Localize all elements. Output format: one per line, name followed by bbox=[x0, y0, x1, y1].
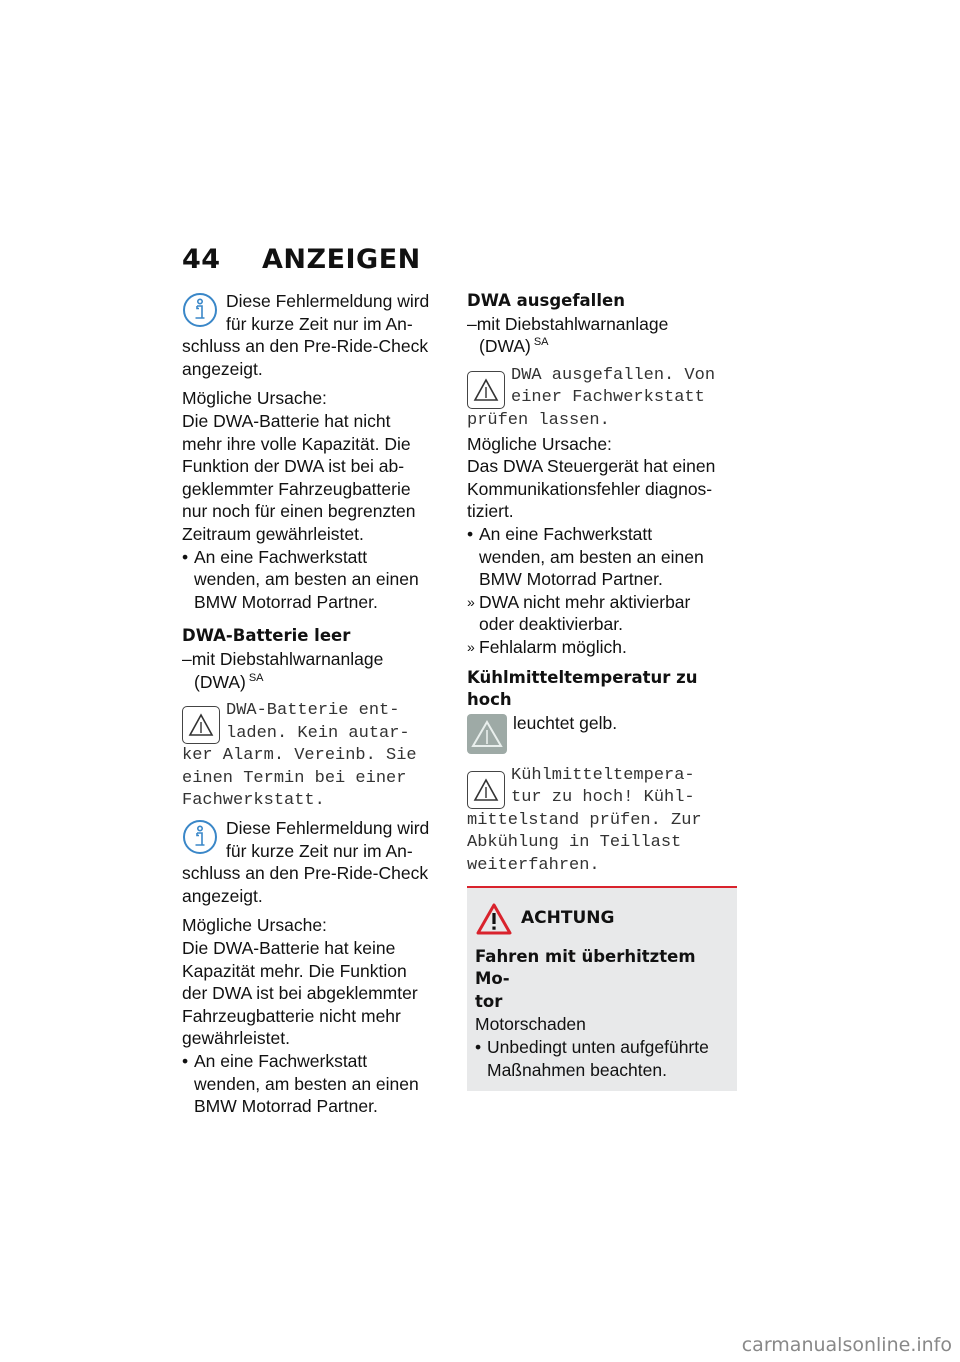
action-bullet bbox=[467, 523, 737, 591]
achtung-subheading: Fahren mit überhitztem Mo- bbox=[475, 946, 696, 989]
action-text-line: • An eine Fachwerkstatt bbox=[479, 523, 653, 544]
warning-triangle-icon bbox=[182, 706, 220, 744]
indicator-light-row bbox=[467, 712, 737, 758]
sa-superscript: SA bbox=[248, 671, 264, 684]
action-text-line: BMW Motorrad Partner. bbox=[194, 1096, 378, 1117]
info-text-line: für kurze Zeit nur im An- bbox=[226, 840, 413, 861]
warning-triangle-icon bbox=[467, 371, 505, 409]
info-text-line: schluss an den Pre-Ride-Check bbox=[182, 863, 429, 884]
action-text-line: wenden, am besten an einen bbox=[479, 546, 704, 567]
section-heading: DWA ausgefallen bbox=[467, 291, 625, 310]
result-item bbox=[467, 636, 737, 659]
result-item bbox=[467, 591, 737, 636]
cause-text-line: Kapazität mehr. Die Funktion bbox=[182, 960, 407, 981]
cause-text-line: gewährleistet. bbox=[182, 1028, 290, 1049]
result-text-line: Fehlalarm möglich. bbox=[479, 636, 627, 657]
result-marker: » bbox=[467, 593, 475, 610]
cause-text-line: nur noch für einen begrenzten bbox=[182, 501, 416, 522]
achtung-label: ACHTUNG bbox=[521, 908, 615, 929]
info-text-line: Diese Fehlermeldung wird bbox=[226, 818, 430, 839]
cause-text-line: der DWA ist bei abgeklemmter bbox=[182, 983, 418, 1004]
info-text-line: schluss an den Pre-Ride-Check bbox=[182, 336, 429, 357]
cause-text-line: Fahrzeugbatterie nicht mehr bbox=[182, 1005, 401, 1026]
warning-triangle-red-icon bbox=[475, 902, 513, 936]
cause-text-line: mehr ihre volle Kapazität. Die bbox=[182, 433, 411, 454]
condition-line bbox=[182, 671, 450, 694]
cause-text-line: Kommunikationsfehler diagnos- bbox=[467, 478, 713, 499]
action-bullet bbox=[182, 546, 450, 614]
yellow-warning-light-icon bbox=[467, 714, 507, 754]
display-text-line: DWA-Batterie ent- bbox=[226, 701, 400, 721]
info-note-1 bbox=[182, 290, 450, 380]
info-icon bbox=[182, 819, 218, 855]
condition-line bbox=[467, 335, 737, 358]
result-text-line: DWA nicht mehr aktivierbar bbox=[479, 591, 691, 612]
action-text-line: BMW Motorrad Partner. bbox=[479, 569, 663, 590]
section-heading: Kühlmitteltemperatur zu hoch bbox=[467, 667, 698, 710]
left-column bbox=[182, 290, 450, 1118]
display-text-line: prüfen lassen. bbox=[467, 410, 610, 430]
page-number: 44 bbox=[182, 244, 221, 275]
display-text-line: laden. Kein autar- bbox=[226, 723, 410, 743]
indicator-text: leuchtet gelb. bbox=[513, 712, 618, 733]
info-text-line: Diese Fehlermeldung wird bbox=[226, 291, 430, 311]
condition-abbrev: (DWA) bbox=[479, 336, 531, 357]
achtung-warning-box bbox=[467, 886, 737, 1092]
display-text-line: einen Termin bei einer bbox=[182, 768, 407, 788]
condition-line: –mit Diebstahlwarnanlage bbox=[467, 313, 669, 334]
display-message bbox=[182, 700, 450, 813]
display-text-line: mittelstand prüfen. Zur bbox=[467, 810, 702, 830]
info-text-line: angezeigt. bbox=[182, 358, 263, 379]
achtung-bullet bbox=[475, 1036, 729, 1081]
achtung-title bbox=[475, 902, 729, 936]
display-message bbox=[467, 365, 737, 433]
achtung-bullet-line: • Unbedingt unten aufgeführte bbox=[487, 1037, 709, 1058]
info-note-2 bbox=[182, 817, 450, 907]
action-text-line: • An eine Fachwerkstatt bbox=[194, 1051, 368, 1071]
right-column bbox=[467, 290, 737, 1091]
display-text-line: tur zu hoch! Kühl- bbox=[511, 788, 695, 808]
achtung-bullet-line: Maßnahmen beachten. bbox=[487, 1059, 667, 1080]
cause-label: Mögliche Ursache: bbox=[182, 388, 327, 409]
warning-triangle-icon bbox=[467, 771, 505, 809]
info-text-line: angezeigt. bbox=[182, 885, 263, 906]
cause-text-line: Das DWA Steuergerät hat einen bbox=[467, 456, 716, 477]
cause-label: Mögliche Ursache: bbox=[182, 915, 327, 936]
cause-label: Mögliche Ursache: bbox=[467, 433, 612, 454]
cause-text-line: geklemmter Fahrzeugbatterie bbox=[182, 478, 411, 499]
action-bullet bbox=[182, 1050, 450, 1118]
display-text-line: Kühlmitteltempera- bbox=[511, 765, 695, 785]
action-text-line: • An eine Fachwerkstatt bbox=[194, 546, 368, 567]
display-message bbox=[467, 765, 737, 878]
display-text-line: Abkühlung in Teillast bbox=[467, 833, 682, 853]
display-text-line: einer Fachwerkstatt bbox=[511, 388, 705, 408]
cause-text-line: Funktion der DWA ist bei ab- bbox=[182, 456, 405, 477]
result-text-line: oder deaktivierbar. bbox=[479, 614, 623, 635]
display-text-line: weiterfahren. bbox=[467, 856, 600, 876]
chapter-title: ANZEIGEN bbox=[262, 244, 421, 275]
watermark: carmanualsonline.info bbox=[741, 1334, 952, 1356]
section-heading: DWA-Batterie leer bbox=[182, 626, 351, 646]
result-marker: » bbox=[467, 638, 475, 655]
action-text-line: BMW Motorrad Partner. bbox=[194, 591, 378, 612]
cause-text-line: Die DWA-Batterie hat keine bbox=[182, 938, 396, 959]
display-text-line: DWA ausgefallen. Von bbox=[511, 365, 716, 385]
cause-text-line: Die DWA-Batterie hat nicht bbox=[182, 410, 391, 431]
achtung-subheading: tor bbox=[475, 991, 503, 1011]
display-text-line: Fachwerkstatt. bbox=[182, 791, 325, 811]
info-text-line: für kurze Zeit nur im An- bbox=[226, 313, 413, 334]
sa-superscript: SA bbox=[533, 336, 549, 349]
cause-text-line: Zeitraum gewährleistet. bbox=[182, 523, 364, 544]
display-text-line: ker Alarm. Vereinb. Sie bbox=[182, 746, 417, 766]
action-text-line: wenden, am besten an einen bbox=[194, 569, 419, 590]
cause-text-line: tiziert. bbox=[467, 501, 514, 522]
action-text-line: wenden, am besten an einen bbox=[194, 1073, 419, 1094]
condition-abbrev: (DWA) bbox=[194, 671, 246, 692]
info-icon bbox=[182, 292, 218, 328]
achtung-consequence: Motorschaden bbox=[475, 1014, 586, 1035]
page-title bbox=[182, 244, 421, 275]
condition-line: –mit Diebstahlwarnanlage bbox=[182, 648, 384, 669]
